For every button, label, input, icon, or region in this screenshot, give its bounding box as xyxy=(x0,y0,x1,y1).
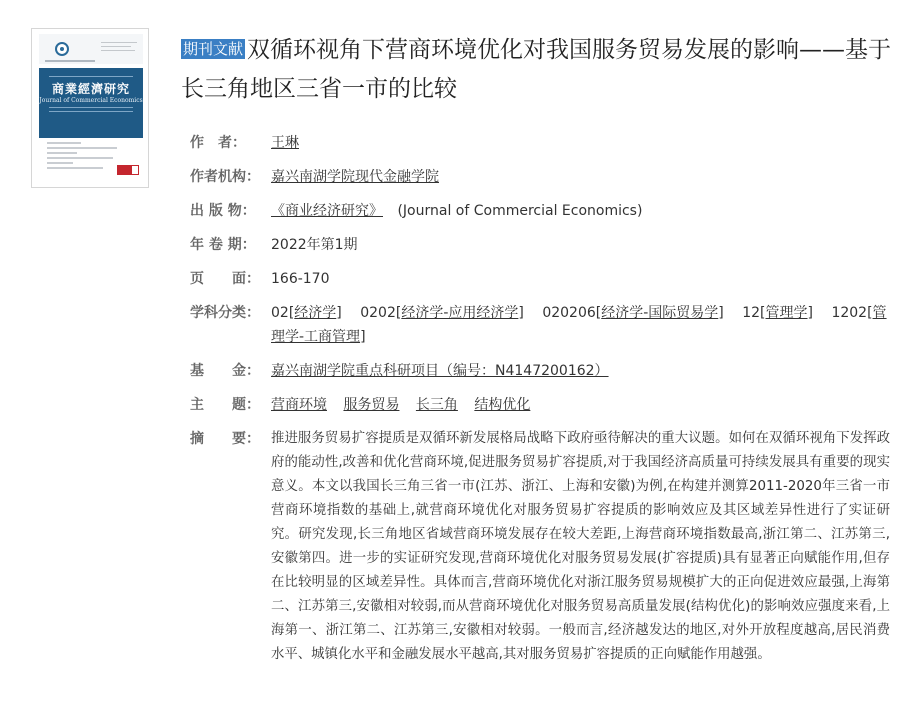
field-abstract xyxy=(190,427,890,667)
field-label: 作者机构： xyxy=(190,169,260,185)
subject-link[interactable]: 经济学-应用经济学 xyxy=(401,305,519,321)
keyword-link[interactable]: 服务贸易 xyxy=(343,397,400,413)
subject-code: 12 xyxy=(742,305,761,321)
field-pages xyxy=(190,267,890,291)
journal-logo-dot xyxy=(60,47,64,51)
pages-value: 166-170 xyxy=(271,271,330,287)
cover-toc-line xyxy=(47,147,117,149)
article-title xyxy=(181,30,891,109)
cover-meta-line xyxy=(101,50,135,51)
subject-link[interactable]: 经济学 xyxy=(294,305,337,321)
keyword-list xyxy=(271,393,890,417)
cover-issue-number-box xyxy=(131,165,139,175)
subject-item: 020206[经济学-国际贸易学] xyxy=(542,305,724,321)
cover-toc-line xyxy=(47,142,81,144)
field-label: 基 金： xyxy=(190,363,260,379)
cover-meta-line xyxy=(101,42,137,43)
cover-journal-title: 商業經濟研究 xyxy=(51,82,130,96)
field-author xyxy=(190,131,890,155)
subject-code: 1202 xyxy=(831,305,868,321)
fund-link[interactable]: 嘉兴南湖学院重点科研项目（编号：N4147200162） xyxy=(271,363,609,379)
field-keywords xyxy=(190,393,890,417)
subject-link[interactable]: 管理学 xyxy=(765,305,808,321)
subject-code: 02 xyxy=(271,305,289,321)
field-label: 年 卷 期： xyxy=(190,237,256,253)
journal-article-badge: 期刊文献 xyxy=(183,40,244,58)
field-label: 摘 要： xyxy=(190,431,260,447)
subject-list xyxy=(271,301,890,349)
subject-item: 0202[经济学-应用经济学] xyxy=(360,305,524,321)
subject-link[interactable]: 经济学-国际贸易学 xyxy=(601,305,719,321)
subject-item: 12[管理学] xyxy=(742,305,813,321)
field-label: 页 面： xyxy=(190,271,260,287)
cover-band-line xyxy=(49,76,133,77)
cover-journal-subtitle: Journal of Commercial Economics xyxy=(39,97,143,104)
cover-band-line xyxy=(49,107,133,108)
field-label: 作 者： xyxy=(190,135,246,151)
author-link[interactable]: 王琳 xyxy=(271,135,299,151)
article-metadata xyxy=(190,131,890,667)
year-issue-value: 2022年第1期 xyxy=(271,237,358,253)
field-publication xyxy=(190,199,890,223)
cover-meta-line xyxy=(101,46,131,47)
keyword-link[interactable]: 结构优化 xyxy=(474,397,531,413)
field-institution xyxy=(190,165,890,189)
cover-band-line xyxy=(49,111,133,112)
institution-link[interactable]: 嘉兴南湖学院现代金融学院 xyxy=(271,169,439,185)
journal-cover-frame[interactable] xyxy=(31,28,149,188)
cover-toc-line xyxy=(47,162,73,164)
field-subjects xyxy=(190,301,890,349)
keyword-link[interactable]: 营商环境 xyxy=(271,397,327,413)
subject-code: 020206 xyxy=(542,305,596,321)
field-label: 主 题： xyxy=(190,397,260,413)
subject-link[interactable]: 管理学-工商管理 xyxy=(271,305,887,345)
keyword-link[interactable]: 长三角 xyxy=(415,397,458,413)
cover-toc-line xyxy=(47,157,113,159)
field-year-issue xyxy=(190,233,890,257)
cover-toc-line xyxy=(47,167,103,169)
cover-publisher-line xyxy=(45,60,95,62)
field-fund xyxy=(190,359,890,383)
publication-link[interactable]: 《商业经济研究》 xyxy=(271,203,383,219)
field-label: 出 版 物： xyxy=(190,203,256,219)
subject-item: 1202[管理学-工商管理] xyxy=(271,305,887,345)
journal-cover-image[interactable] xyxy=(39,34,143,182)
abstract-text: 推进服务贸易扩容提质是双循环新发展格局战略下政府亟待解决的重大议题。如何在双循环视角下发挥政府的能动性,改善和优化营商环境,促进服务贸易扩容提质,对于我国经济高质量可持续发展具有重要的现实意义。本文以我国长三角三省一市(江苏、浙江、上海和安徽)为例,在构建并测算2011-2020年三省一市营商环境指数的基础上,就营商环境优化对服务贸易扩容提质的影响效应及其区域差异性进行了实证研究。研究发现,长三角地区省域营商环境发展存在较大差距,上海营商环境指数最高,浙江第二、江苏第三,安徽第四。进一步的实证研究发现,营商环境优化对服务贸易发展(扩容提质)具有显著正向赋能作用,但存在比较明显的区域差异性。具体而言,营商环境优化对浙江服务贸易规模扩大的正向促进效应最强,上海第二、江苏第三,安徽相对较弱,而从营商环境优化对服务贸易高质量发展(结构优化)的影响效应强度来看,上海第一、浙江第二、江苏第三,安徽相对较弱。一般而言,经济越发达的地区,对外开放程度越高,居民消费水平、城镇化水平和金融发展水平越高,其对服务贸易扩容提质的正向赋能作用越强。 xyxy=(271,431,890,662)
subject-item: 02[经济学] xyxy=(271,305,342,321)
subject-code: 0202 xyxy=(360,305,396,321)
field-label: 学科分类： xyxy=(190,305,260,321)
article-title-text: 双循环视角下营商环境优化对我国服务贸易发展的影响——基于长三角地区三省一市的比较 xyxy=(181,37,892,102)
cover-toc-line xyxy=(47,152,77,154)
publication-english-name: (Journal of Commercial Economics) xyxy=(397,203,643,219)
